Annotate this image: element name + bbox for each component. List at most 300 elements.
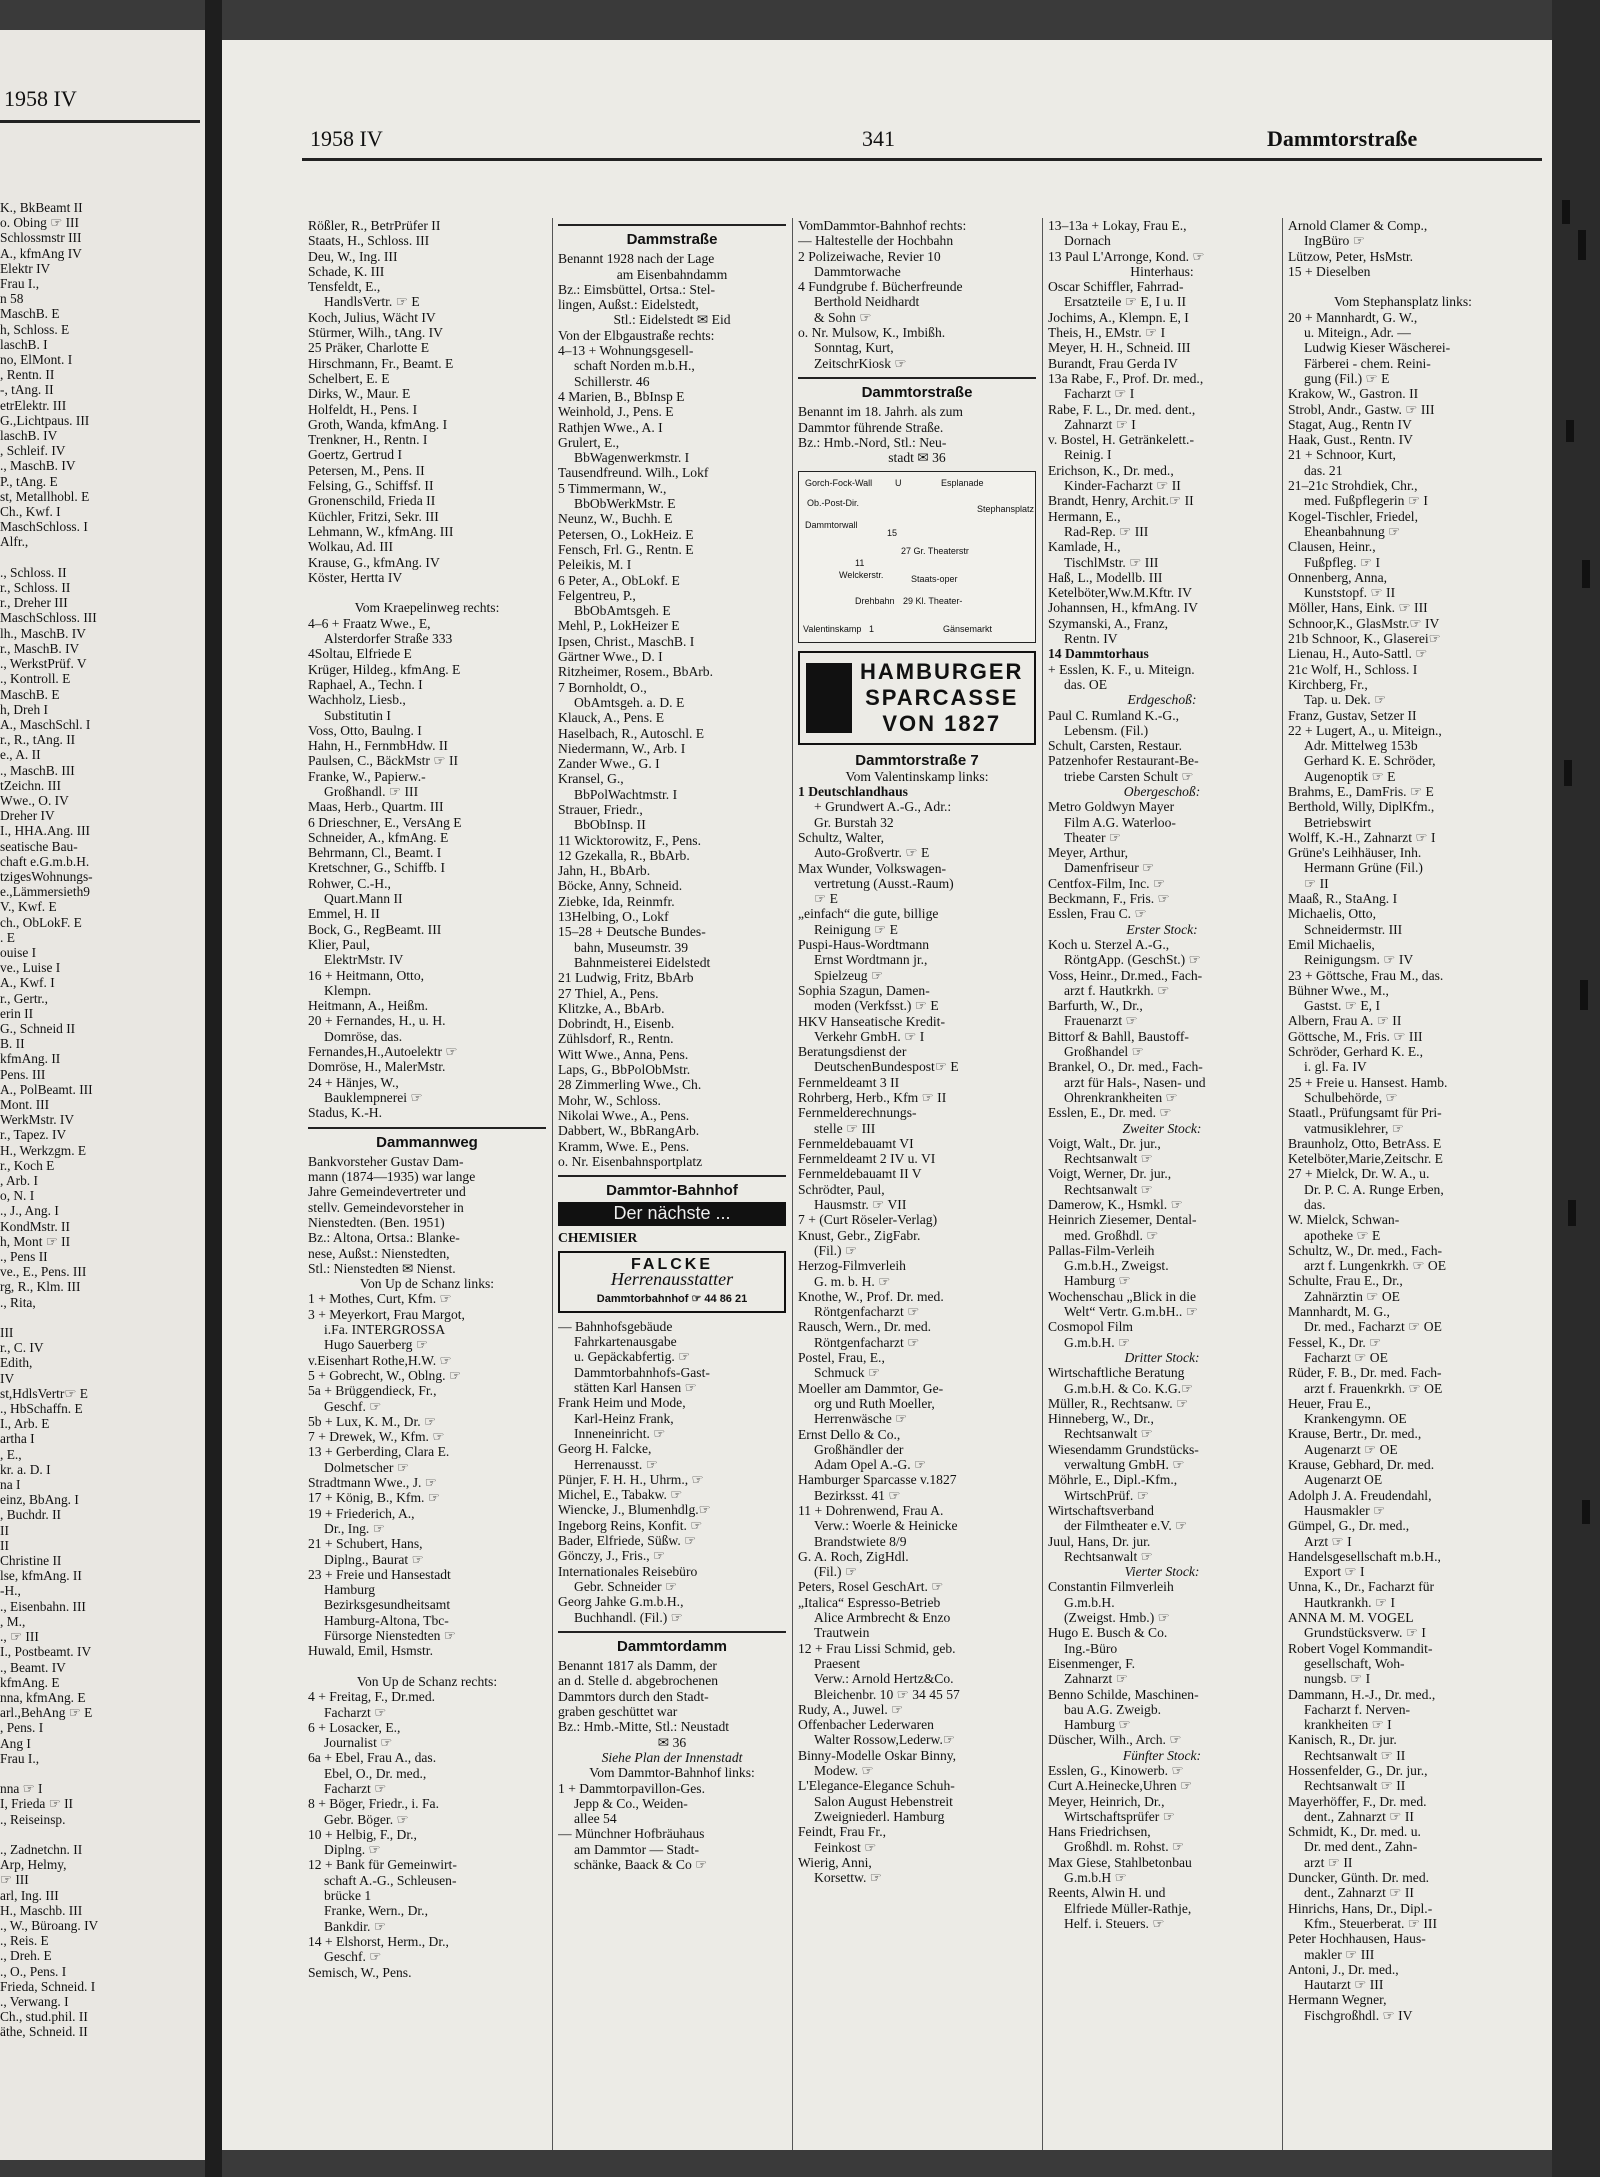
entry-line: schänke, Baack & Co ☞ xyxy=(574,1856,708,1872)
entry-line: ☞ E xyxy=(814,891,838,907)
entry-line: h, Schloss. E xyxy=(0,321,70,337)
entry-line: lse, kfmAng. II xyxy=(0,1568,82,1584)
entry-line: 4 Marien, B., BbInsp E xyxy=(558,388,685,404)
entry-line: Strauer, Friedr., xyxy=(558,801,643,817)
sparcasse-logo xyxy=(806,663,852,733)
entry-line: Franke, Wern., Dr., xyxy=(324,1903,428,1919)
entry-line: Rechtsanwalt ☞ xyxy=(1064,1151,1153,1167)
entry-line: kfmAng. II xyxy=(0,1051,61,1067)
entry-line: Vom Kraepelinweg rechts: xyxy=(354,600,500,616)
entry-line: Alice Armbrecht & Enzo xyxy=(814,1610,951,1626)
entry-line: Brankel, O., Dr. med., Fach- xyxy=(1048,1059,1203,1075)
left-page-entries xyxy=(0,200,200,2040)
entry-line: 15 + Dieselben xyxy=(1288,263,1371,279)
entry-line: , Pens. I xyxy=(0,1720,44,1736)
entry-line: krankheiten ☞ I xyxy=(1304,1717,1392,1733)
entry-line: Hirschmann, Fr., Beamt. E xyxy=(308,355,454,371)
entry-line: Bezirksst. 41 ☞ xyxy=(814,1487,901,1503)
entry-line: KondMstr. II xyxy=(0,1218,70,1234)
entry-line: 13 + Gerberding, Clara E. xyxy=(308,1444,450,1460)
entry-line: Feinkost ☞ xyxy=(814,1839,877,1855)
right-header-rule xyxy=(302,158,1542,161)
entry-line: Rechtsanwalt ☞ xyxy=(1064,1548,1153,1564)
entry-line: Geschf. ☞ xyxy=(324,1398,382,1414)
entry-line: Lebensm. (Fil.) xyxy=(1064,722,1149,738)
entry-line: Siehe Plan der Innenstadt xyxy=(601,1749,743,1765)
entry-line: erin II xyxy=(0,1005,34,1021)
entry-line: Export ☞ I xyxy=(1304,1564,1365,1580)
entry-line: WerkMstr. IV xyxy=(0,1112,75,1128)
entry-line: Alfr., xyxy=(0,534,29,550)
entry-line: Pünjer, F. H. H., Uhrm., ☞ xyxy=(558,1471,704,1487)
entry-line: ouise I xyxy=(0,944,37,960)
entry-line: „Italica“ Espresso-Betrieb xyxy=(798,1594,941,1610)
entry-line: Inneneinricht. ☞ xyxy=(574,1425,666,1441)
entry-line: Trenkner, H., Rentn. I xyxy=(308,432,428,448)
sparcasse-name-line: SPARCASSE xyxy=(865,685,1019,711)
entry-line: Krüger, Hildeg., kfmAng. E xyxy=(308,661,461,677)
entry-line: 1 Deutschlandhaus xyxy=(798,784,908,800)
entry-line: o. Obing ☞ III xyxy=(0,215,79,231)
entry-line: Ipsen, Christ., MaschB. I xyxy=(558,633,695,649)
entry-line: o. Nr. Eisenbahnsportplatz xyxy=(558,1153,703,1169)
page-edge xyxy=(1552,0,1600,2177)
entry-line: Hautarzt ☞ III xyxy=(1304,1977,1384,1993)
entry-line: ., MaschB. IV xyxy=(0,458,76,474)
entry-line: u. Gepäckabfertig. ☞ xyxy=(574,1349,691,1365)
entry-line: st,HdlsVertr☞ E xyxy=(0,1385,88,1401)
entry-line: Binny-Modelle Oskar Binny, xyxy=(798,1747,957,1763)
entry-line: Reinigung ☞ E xyxy=(814,921,898,937)
entry-line: no, ElMont. I xyxy=(0,352,73,368)
entry-line: Kunststopf. ☞ II xyxy=(1304,585,1396,601)
entry-line: Bauklempnerei ☞ xyxy=(324,1089,423,1105)
entry-line: Burandt, Frau Gerda IV xyxy=(1048,355,1178,371)
entry-line: BbPolWachtmstr. I xyxy=(574,786,678,802)
entry-line: Fernmelderechnungs- xyxy=(798,1105,917,1121)
entry-line: Frank Heim und Mode, xyxy=(558,1395,686,1411)
entry-line: arzt für Hals-, Nasen- und xyxy=(1064,1074,1206,1090)
entry-line: Meyer, Arthur, xyxy=(1048,845,1129,861)
entry-line: med. Großhdl. ☞ xyxy=(1064,1227,1159,1243)
entry-line: 7 + Drewek, W., Kfm. ☞ xyxy=(308,1429,445,1445)
entry-line: arzt f. Lungenkrkh. ☞ OE xyxy=(1304,1258,1447,1274)
entry-line: der Filmtheater e.V. ☞ xyxy=(1064,1518,1188,1534)
entry-line: Dammtorwache xyxy=(814,263,901,279)
entry-line: Kramm, Wwe. E., Pens. xyxy=(558,1138,690,1154)
entry-line: Rudy, A., Juwel. ☞ xyxy=(798,1701,904,1717)
entry-line: I, Frieda ☞ II xyxy=(0,1796,73,1812)
entry-line: . E xyxy=(0,929,15,945)
entry-line: Max Wunder, Volkswagen- xyxy=(798,860,947,876)
entry-line: Zweiter Stock: xyxy=(1122,1120,1202,1136)
entry-line: + Grundwert A.-G., Adr.: xyxy=(814,799,952,815)
entry-line: Frieda, Schneid. I xyxy=(0,1978,96,1994)
entry-line: Staats, H., Schloss. III xyxy=(308,233,430,249)
entry-line: Wochenschau „Blick in die xyxy=(1048,1288,1197,1304)
entry-line: Gronenschild, Frieda II xyxy=(308,493,436,509)
entry-line: (Zweigst. Hmb.) ☞ xyxy=(1064,1610,1170,1626)
entry-line: Betriebswirt xyxy=(1304,814,1372,830)
entry-line: RöntgApp. (GeschSt.) ☞ xyxy=(1064,952,1201,968)
entry-line: allee 54 xyxy=(574,1811,617,1827)
entry-line: kr. a. D. I xyxy=(0,1461,51,1477)
entry-line: Großhandl. ☞ III xyxy=(324,783,419,799)
entry-line: Centfox-Film, Inc. ☞ xyxy=(1048,875,1166,891)
entry-line: Ch., stud.phil. II xyxy=(0,2009,88,2025)
entry-line: Witt Wwe., Anna, Pens. xyxy=(558,1046,689,1062)
map-label: Valentinskamp xyxy=(803,624,862,635)
falcke-tagline: Herrenausstatter xyxy=(610,1269,734,1290)
entry-line: Domröse, das. xyxy=(324,1028,403,1044)
entry-line: ZeitschrKiosk ☞ xyxy=(814,355,907,371)
entry-line: Zahnarzt ☞ xyxy=(1064,1671,1128,1687)
entry-line: r., Tapez. IV xyxy=(0,1127,67,1143)
entry-line: Patzenhofer Restaurant-Be- xyxy=(1048,753,1199,769)
entry-line: Wirtschaftliche Beratung xyxy=(1048,1365,1185,1381)
entry-line: & Sohn ☞ xyxy=(814,309,872,325)
entry-line: brücke 1 xyxy=(324,1888,372,1904)
entry-line: Dornach xyxy=(1064,233,1111,249)
entry-line: IV xyxy=(0,1370,15,1386)
entry-line: , Arb. I xyxy=(0,1173,38,1188)
entry-line: Bz.: Hmb.-Nord, Stl.: Neu- xyxy=(798,434,947,450)
entry-line: Grulert, E., xyxy=(558,434,620,450)
entry-line: Gerhard K. E. Schröder, xyxy=(1304,753,1436,769)
edge-tab-mark xyxy=(1582,1500,1590,1524)
entry-line: Fischgroßhdl. ☞ IV xyxy=(1304,2007,1413,2023)
entry-line: Paulsen, C., BäckMstr ☞ II xyxy=(308,753,458,769)
entry-line: Voigt, Werner, Dr. jur., xyxy=(1048,1166,1172,1182)
entry-line: 4Soltau, Elfriede E xyxy=(308,646,412,662)
entry-line: Hautkrankh. ☞ I xyxy=(1304,1594,1396,1610)
entry-line: — Haltestelle der Hochbahn xyxy=(798,233,954,249)
entry-line: Herrenwäsche ☞ xyxy=(814,1411,908,1427)
entry-line: tZeichn. III xyxy=(0,777,61,793)
entry-line: VomDammtor-Bahnhof rechts: xyxy=(798,218,967,233)
entry-line: Rohrberg, Herb., Kfm ☞ II xyxy=(798,1089,947,1105)
entry-line: vatmusiklehrer, ☞ xyxy=(1304,1120,1404,1136)
sparcasse-ad xyxy=(798,651,1036,768)
entry-line: HandlsVertr. ☞ E xyxy=(324,294,420,310)
entry-line: Facharzt ☞ OE xyxy=(1304,1349,1388,1365)
entry-line: 4 Fundgrube f. Bücherfreunde xyxy=(798,279,963,295)
entry-line: Dammann, H.-J., Dr. med., xyxy=(1288,1686,1436,1702)
entry-line: (Fil.) ☞ xyxy=(814,1242,858,1258)
entry-line: Bz.: Hmb.-Mitte, Stl.: Neustadt xyxy=(558,1719,730,1735)
entry-line: 22 + Lugert, A., u. Miteign., xyxy=(1288,722,1442,738)
entry-line: Franke, W., Papierw.- xyxy=(308,768,426,784)
entry-line: 21 Ludwig, Fritz, BbArb xyxy=(558,970,694,986)
entry-line: bau A.G. Zweigb. xyxy=(1064,1701,1162,1717)
entry-line: Herzog-Filmverleih xyxy=(798,1258,906,1274)
entry-line: Frauenarzt ☞ xyxy=(1064,1013,1138,1029)
entry-line: ve., E., Pens. III xyxy=(0,1264,87,1280)
entry-line: Vierter Stock: xyxy=(1124,1564,1200,1580)
entry-line: Fünfter Stock: xyxy=(1122,1747,1202,1763)
entry-line: Gebr. Böger. ☞ xyxy=(324,1811,409,1827)
entry-line: Trautwein xyxy=(814,1625,870,1641)
entry-line: Fürsorge Nienstedten ☞ xyxy=(324,1628,456,1644)
entry-line: (Fil.) ☞ xyxy=(814,1564,858,1580)
entry-line: ., Dreh. E xyxy=(0,1948,52,1964)
entry-line: Wwe., O. IV xyxy=(0,792,69,808)
right-page xyxy=(222,40,1552,2150)
entry-line: stellv. Gemeindevorsteher in xyxy=(308,1199,464,1215)
entry-line: Mehl, P., LokHeizer E xyxy=(558,618,680,634)
entry-line: 6 Peter, A., ObLokf. E xyxy=(558,572,680,588)
entry-line: Rechtsanwalt ☞ II xyxy=(1304,1747,1406,1763)
entry-line: 11 Wicktorowitz, F., Pens. xyxy=(558,832,701,848)
entry-line: Von Up de Schanz links: xyxy=(359,1276,495,1292)
entry-line: Stl.: Eidelstedt ✉ Eid xyxy=(613,312,731,328)
entry-line: CHEMISIER xyxy=(558,1229,638,1245)
entry-line: A., MaschSchl. I xyxy=(0,716,91,732)
entry-line: Groth, Wanda, kfmAng. I xyxy=(308,416,448,432)
entry-line: Modew. ☞ xyxy=(814,1763,874,1779)
entry-line: 8 + Böger, Friedr., i. Fa. xyxy=(308,1796,439,1812)
entry-line: Neunz, W., Buchh. E xyxy=(558,511,673,527)
entry-line: Schmuck ☞ xyxy=(814,1365,881,1381)
entry-line: Maas, Herb., Quartm. III xyxy=(308,799,444,815)
entry-line: Film A.G. Waterloo- xyxy=(1064,814,1176,830)
entry-line: Rabe, F. L., Dr. med. dent., xyxy=(1048,401,1196,417)
entry-line xyxy=(1288,279,1518,294)
entry-line: Goertz, Gertrud I xyxy=(308,447,402,463)
entry-line: Helf. i. Steuers. ☞ xyxy=(1064,1915,1165,1931)
entry-line: Fernmeldeamt 2 IV u. VI xyxy=(798,1151,936,1167)
entry-line: gesellschaft, Woh- xyxy=(1304,1655,1405,1671)
entry-line: 4–6 + Fraatz Wwe., E, xyxy=(308,615,431,631)
entry-line: 28 Zimmerling Wwe., Ch. xyxy=(558,1077,702,1093)
entry-line: Fußpfleg. ☞ I xyxy=(1304,554,1380,570)
entry-line: Augenoptik ☞ E xyxy=(1304,768,1396,784)
entry-line: Ketelböter,Marie,Zeitschr. E xyxy=(1288,1151,1443,1167)
entry-line: Jahn, H., BbArb. xyxy=(558,863,651,879)
entry-line: MaschSchloss. I xyxy=(0,519,88,535)
entry-line: Theater ☞ xyxy=(1064,829,1122,845)
entry-line: Berthold Neidhardt xyxy=(814,294,920,310)
edge-tab-mark xyxy=(1564,760,1572,786)
entry-line: Bankdir. ☞ xyxy=(324,1918,387,1934)
entry-line: Schade, K. III xyxy=(308,263,385,279)
entry-line: Facharzt f. Nerven- xyxy=(1304,1701,1411,1717)
falcke-contact: Dammtorbahnhof ☞ 44 86 21 xyxy=(596,1292,748,1305)
entry-line: Dr., Ing. ☞ xyxy=(324,1520,385,1536)
entry-line: Paul C. Rumland K.-G., xyxy=(1048,707,1180,723)
entry-line: Felsing, G., Schiffsf. II xyxy=(308,478,434,494)
entry-line: Beratungsdienst der xyxy=(798,1044,907,1060)
entry-line: mann (1874—1935) war lange xyxy=(308,1169,476,1185)
entry-line: Hermann Grüne (Fil.) xyxy=(1304,860,1423,876)
entry-line: ., Beamt. IV xyxy=(0,1659,66,1675)
entry-line: Petersen, M., Pens. II xyxy=(308,462,425,478)
entry-line: Emil Michaelis, xyxy=(1288,936,1375,952)
entry-line: Krause, Bertr., Dr. med., xyxy=(1288,1426,1422,1442)
entry-line: TischlMstr. ☞ III xyxy=(1064,554,1159,570)
entry-line: Lützow, Peter, HsMstr. xyxy=(1288,248,1414,264)
entry-line: Semisch, W., Pens. xyxy=(308,1964,412,1980)
entry-line: stätten Karl Hansen ☞ xyxy=(574,1380,697,1396)
entry-line: r., Koch E xyxy=(0,1157,55,1173)
entry-line: Heitmann, A., Heißm. xyxy=(308,998,429,1014)
entry-line: Bühner Wwe., M., xyxy=(1288,982,1389,998)
entry-line: n 58 xyxy=(0,291,24,307)
entry-line: Damenfriseur ☞ xyxy=(1064,860,1155,876)
entry-line: Klauck, A., Pens. E xyxy=(558,710,665,726)
entry-line: 21 + Schnoor, Kurt, xyxy=(1288,447,1396,463)
entry-line: Krankengymn. OE xyxy=(1304,1411,1407,1427)
entry-line: Schrödter, Paul, xyxy=(798,1181,885,1197)
entry-line: Spielzeug ☞ xyxy=(814,967,884,983)
entry-line: Berthold, Willy, DiplKfm., xyxy=(1288,799,1435,815)
entry-line: 13–13a + Lokay, Frau E., xyxy=(1048,218,1187,233)
entry-line: Klier, Paul, xyxy=(308,936,370,952)
entry-line: lh., MaschB. IV xyxy=(0,625,86,641)
entry-line: Karl-Heinz Frank, xyxy=(574,1410,674,1426)
entry-line: Maaß, R., StaAng. I xyxy=(1288,891,1398,907)
entry-line: Ang I xyxy=(0,1735,31,1751)
entry-line: Kfm., Steuerberat. ☞ III xyxy=(1304,1915,1437,1931)
entry-line: 15–28 + Deutsche Bundes- xyxy=(558,924,706,940)
entry-line: Jepp & Co., Weiden- xyxy=(574,1795,688,1811)
street-heading: Dammtor-Bahnhof xyxy=(558,1175,786,1198)
entry-line xyxy=(0,1827,200,1842)
entry-line: Raphael, A., Techn. I xyxy=(308,676,423,692)
map-label: Esplanade xyxy=(941,478,984,489)
entry-line: Wolkau, Ad. III xyxy=(308,539,393,555)
entry-line: Diplng. ☞ xyxy=(324,1842,381,1858)
entry-line: ch., ObLokF. E xyxy=(0,914,82,930)
entry-line: 24 + Hänjes, W., xyxy=(308,1074,399,1090)
entry-line: -, tAng. II xyxy=(0,382,54,398)
entry-line: Gebr. Schneider ☞ xyxy=(574,1578,678,1594)
entry-line: Grüne's Leihhäuser, Inh. xyxy=(1288,845,1422,861)
entry-line: Feindt, Frau Fr., xyxy=(798,1824,886,1840)
entry-line: DeutschenBundespost☞ E xyxy=(814,1059,959,1075)
entry-line: 13 Paul L'Arronge, Kond. ☞ xyxy=(1048,248,1205,264)
entry-line: L'Elegance-Elegance Schuh- xyxy=(798,1778,955,1794)
column-5 xyxy=(1288,218,1518,2023)
entry-line: II xyxy=(0,1522,9,1538)
map-label: 1 xyxy=(869,624,875,635)
sparcasse-name xyxy=(860,659,1023,737)
entry-line: Mont. III xyxy=(0,1096,50,1112)
entry-line: 12 Gzekalla, R., BbArb. xyxy=(558,847,690,863)
entry-line: Vom Stephansplatz links: xyxy=(1334,294,1472,310)
entry-line: Peleikis, M. I xyxy=(558,557,632,573)
entry-line: lingen, Außst.: Eidelstedt, xyxy=(558,297,699,313)
entry-line: Oscar Schiffler, Fahrrad- xyxy=(1048,279,1184,295)
entry-line: Rechtsanwalt ☞ II xyxy=(1304,1778,1406,1794)
entry-line: Fernmeldebauamt II V xyxy=(798,1166,922,1182)
entry-line: 20 + Mannhardt, G. W., xyxy=(1288,309,1418,325)
entry-line: Von der Elbgaustraße rechts: xyxy=(558,327,715,343)
entry-line: Haselbach, R., Autoschl. E xyxy=(558,725,705,741)
entry-line: Fahrkartenausgabe xyxy=(574,1334,677,1350)
map-label: Gänsemarkt xyxy=(943,624,993,635)
entry-line: Schneidermstr. III xyxy=(1304,921,1403,937)
entry-line: Pens. III xyxy=(0,1066,46,1082)
entry-line: Dritter Stock: xyxy=(1124,1349,1200,1365)
entry-line: Benannt im 18. Jahrh. als zum xyxy=(798,404,963,420)
entry-line: med. Fußpflegerin ☞ I xyxy=(1304,493,1428,509)
entry-line: Haak, Gust., Rentn. IV xyxy=(1288,432,1413,448)
entry-line: Arnold Clamer & Comp., xyxy=(1288,218,1428,233)
entry-line: Cosmopol Film xyxy=(1048,1319,1133,1335)
entry-line: o. Nr. Mulsow, K., Imbißh. xyxy=(798,325,946,341)
entry-line: Peters, Rosel GeschArt. ☞ xyxy=(798,1579,944,1595)
entry-line: Möller, Hans, Eink. ☞ III xyxy=(1288,600,1428,616)
entry-line: makler ☞ III xyxy=(1304,1946,1375,1962)
entry-line: , Schleif. IV xyxy=(0,443,66,459)
map-label: Ob.-Post-Dir. xyxy=(807,498,860,509)
entry-line: Michel, E., Tabakw. ☞ xyxy=(558,1487,683,1503)
entry-line: Mayerhöffer, F., Dr. med. xyxy=(1288,1793,1427,1809)
entry-line: Wirtschaftsverband xyxy=(1048,1502,1154,1518)
entry-line: 16 + Heitmann, Otto, xyxy=(308,967,425,983)
entry-line: Ersatzteile ☞ E, I u. II xyxy=(1064,294,1187,310)
entry-line: Laps, G., BbPolObMstr. xyxy=(558,1062,691,1078)
entry-line: 12 + Bank für Gemeinwirt- xyxy=(308,1857,457,1873)
entry-line: Brahms, E., DamFris. ☞ E xyxy=(1288,783,1434,799)
entry-line: Jochims, A., Klempn. E, I xyxy=(1048,309,1189,325)
entry-line: A., PolBeamt. III xyxy=(0,1081,93,1097)
entry-line: Voss, Otto, Baulng. I xyxy=(308,722,422,738)
entry-line: Krause, G., kfmAng. IV xyxy=(308,554,440,570)
entry-line: Böcke, Anny, Schneid. xyxy=(558,878,683,894)
column-1 xyxy=(308,218,546,1980)
entry-line: kfmAng. E xyxy=(0,1674,60,1690)
entry-line xyxy=(0,1766,200,1781)
entry-line: Heinrich Ziesemer, Dental- xyxy=(1048,1212,1197,1228)
entry-line: Voss, Heinr., Dr.med., Fach- xyxy=(1048,967,1203,983)
entry-line: Bleichenbr. 10 ☞ 34 45 57 xyxy=(814,1686,960,1702)
entry-line: Gr. Burstah 32 xyxy=(814,814,894,830)
entry-line: Handelsgesellschaft m.b.H., xyxy=(1288,1548,1441,1564)
map-label: 15 xyxy=(887,528,898,539)
entry-line: Ludwig Kieser Wäscherei- xyxy=(1304,340,1451,356)
entry-line: Postel, Frau, E., xyxy=(798,1350,885,1366)
entry-line: Quart.Mann II xyxy=(324,891,403,907)
entry-line: Bader, Elfriede, Süßw. ☞ xyxy=(558,1533,697,1549)
map-label: Gorch-Fock-Wall xyxy=(805,478,873,489)
entry-line: rg, R., Klm. III xyxy=(0,1279,81,1295)
entry-line: Gastst. ☞ E, I xyxy=(1304,998,1380,1014)
entry-line: , Buchdr. II xyxy=(0,1507,61,1523)
entry-line: Müller, R., Rechtsanw. ☞ xyxy=(1048,1395,1189,1411)
entry-line: I., Arb. E xyxy=(0,1416,50,1432)
entry-line: Theis, H., EMstr. ☞ I xyxy=(1048,325,1166,341)
entry-line: 3 + Meyerkort, Frau Margot, xyxy=(308,1306,465,1322)
entry-line: 21c Wolf, H., Schloss. I xyxy=(1288,661,1418,677)
entry-line: ., O., Pens. I xyxy=(0,1963,67,1979)
entry-line: 4–13 + Wohnungsgesell- xyxy=(558,343,694,359)
entry-line: h, Mont ☞ II xyxy=(0,1233,71,1249)
entry-line: r., R., tAng. II xyxy=(0,732,76,748)
entry-line: i. gl. Fa. IV xyxy=(1304,1059,1367,1075)
entry-line: Adr. Mittelweg 153b xyxy=(1304,738,1418,754)
entry-line: Adolph J. A. Freudendahl, xyxy=(1288,1487,1432,1503)
entry-line: Gärtner Wwe., D. I xyxy=(558,649,663,665)
edge-tab-mark xyxy=(1578,230,1586,260)
entry-line: Nienstedten. (Ben. 1951) xyxy=(308,1215,445,1230)
entry-line: moden (Verkfsst.) ☞ E xyxy=(814,998,939,1014)
entry-line: Georg H. Falcke, xyxy=(558,1441,652,1457)
entry-line: BbObAmtsgeh. E xyxy=(574,603,671,619)
entry-line: Edith, xyxy=(0,1355,33,1371)
entry-line: Wolff, K.-H., Zahnarzt ☞ I xyxy=(1288,829,1436,845)
